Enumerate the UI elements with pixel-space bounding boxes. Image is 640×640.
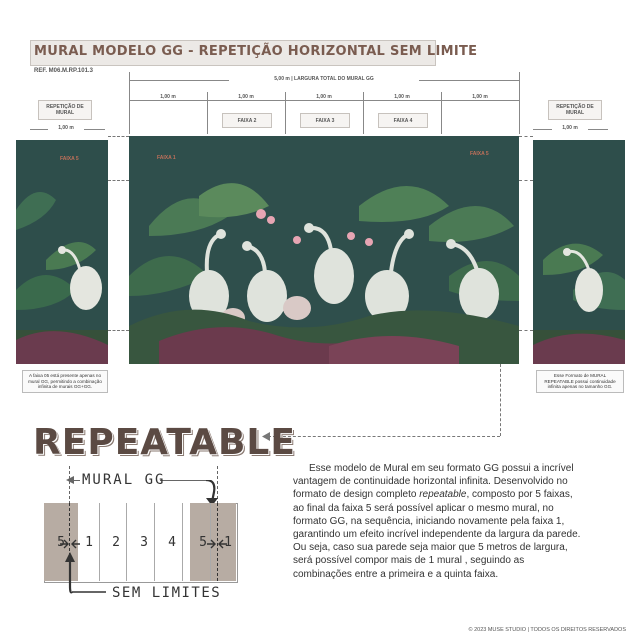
note-right: Esse Formato de MURAL REPEATABLE possui continuidade infinita apenas no tamanho GG.: [536, 370, 624, 393]
faixa-2-label: FAIXA 2: [222, 113, 272, 128]
connector-line: [519, 330, 533, 331]
strip-2: 2: [112, 534, 120, 550]
arrow-horizontal: [268, 436, 500, 437]
diagram-guide: [69, 466, 70, 504]
dim-tick: [519, 72, 520, 134]
total-width-label: 5,00 m | LARGURA TOTAL DO MURAL GG: [229, 76, 419, 82]
faixa-1-label: FAIXA 1: [157, 155, 176, 161]
strip-width-label: 1,00 m: [384, 94, 420, 100]
strip-3: 3: [140, 534, 148, 550]
faixa-3-label: FAIXA 3: [300, 113, 350, 128]
mural-gg-label: MURAL GG: [82, 472, 166, 488]
right-strip-width: 1,00 m: [552, 125, 588, 131]
arrow-vertical: [500, 364, 501, 436]
strip-divider: [154, 503, 155, 581]
strip-width-label: 1,00 m: [306, 94, 342, 100]
copyright-footer: © 2023 MUSE STUDIO | TODOS OS DIREITOS RESERVADOS: [468, 627, 626, 633]
faixa-5-left-label: FAIXA 5: [60, 156, 79, 162]
mural-main-art: [129, 136, 519, 364]
connector-line: [519, 136, 533, 137]
dim-tick: [441, 92, 442, 134]
strip-5-left: 5: [57, 534, 65, 550]
arrow-left-icon: [66, 476, 74, 484]
mural-repeat-right: [533, 140, 625, 364]
note-left: A faixa 05 está presente apenas no mural GG, permitindo a combinação infinita de murais GG+GG.: [22, 370, 108, 393]
reference-code: REF. M06.M.RP.101.3: [34, 68, 93, 74]
strip-1: 1: [85, 534, 93, 550]
strip-divider: [126, 503, 127, 581]
connector-line: [108, 180, 129, 181]
dim-tick: [363, 92, 364, 134]
mural-left-art: [16, 140, 108, 364]
mural-right-art: [533, 140, 625, 364]
left-strip-width: 1,00 m: [48, 125, 84, 131]
description-text: [293, 462, 585, 581]
faixa-4-label: FAIXA 4: [378, 113, 428, 128]
dim-tick: [129, 72, 130, 134]
repeatable-heading: REPEATABLE: [33, 422, 296, 463]
connector-line: [108, 136, 129, 137]
connector-line: [108, 330, 129, 331]
strip-4: 4: [168, 534, 176, 550]
dim-tick: [285, 92, 286, 134]
connector-line: [519, 180, 533, 181]
repeat-label-right: REPETIÇÃO DE MURAL: [548, 100, 602, 120]
faixa-5-label: FAIXA 5: [470, 151, 489, 157]
sem-limites-label: SEM LIMITES: [112, 585, 222, 601]
strip-width-label: 1,00 m: [228, 94, 264, 100]
page-title: MURAL MODELO GG - REPETIÇÃO HORIZONTAL SEM LIMITE: [34, 44, 478, 59]
strip-5: 5: [199, 534, 207, 550]
dim-tick: [207, 92, 208, 134]
mural-repeat-left: [16, 140, 108, 364]
strip-dim-line: [129, 100, 519, 101]
description-part-1: Esse modelo de Mural em seu formato GG possui a incrível vantagem de continuidade horizontal infinita. Desenvolvido no formato de design completo: [293, 463, 574, 501]
strip-divider: [182, 503, 183, 581]
strip-width-label: 1,00 m: [462, 94, 498, 100]
description-emphasis: repeatable: [419, 489, 467, 501]
join-arrows-icon: [207, 538, 227, 550]
description-part-2: , composto por 5 faixas, ao final da faixa 5 será possível aplicar o mesmo mural, no formato GG, na sequência, iniciando novamente pela faixa 1, garantindo um efeito incrível independente da largura da parede. Ou seja, caso sua parede seja maior que 5 metros de largura, será possível compor mais de 1 mural , seguindo as combinações entre a primeira e a quinta faixa.: [293, 489, 581, 580]
mural-main: [129, 136, 519, 364]
strip-width-label: 1,00 m: [150, 94, 186, 100]
repeat-label-left: REPETIÇÃO DE MURAL: [38, 100, 92, 120]
strip-1-right: 1: [224, 534, 232, 550]
loop-arrow-icon: [62, 548, 112, 596]
